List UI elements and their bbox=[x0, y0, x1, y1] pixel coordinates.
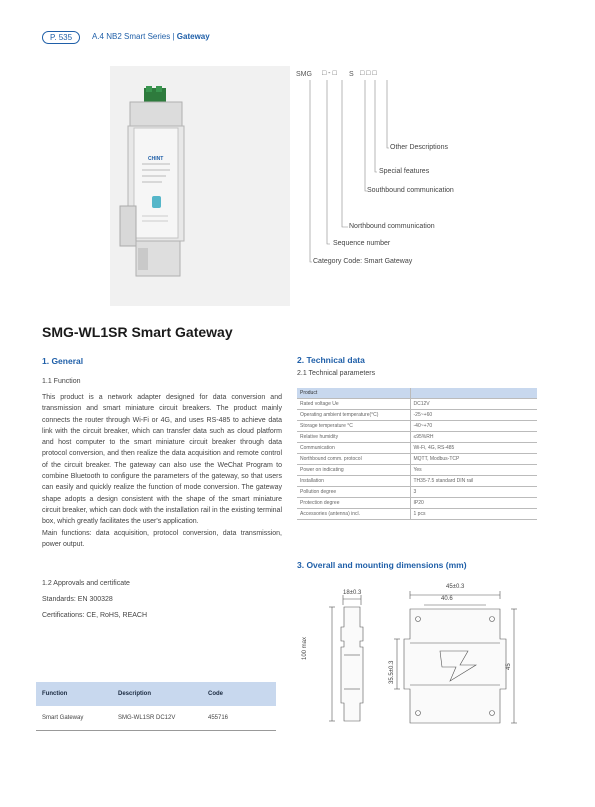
table-cell: IP20 bbox=[410, 498, 537, 509]
code-boxes-1: □ - □ bbox=[322, 70, 337, 77]
standards-text: Standards: EN 300328 bbox=[42, 596, 113, 603]
device-brand: CHINT bbox=[148, 156, 164, 162]
table-cell: SMG-WL1SR DC12V bbox=[112, 706, 202, 731]
label-other-descriptions: Other Descriptions bbox=[390, 144, 448, 151]
product-title: SMG-WL1SR Smart Gateway bbox=[42, 324, 233, 340]
label-category: Category Code: Smart Gateway bbox=[313, 258, 413, 265]
dimensions-heading: 3. Overall and mounting dimensions (mm) bbox=[297, 560, 467, 570]
table-cell: TH35-7.5 standard DIN rail bbox=[410, 476, 537, 487]
table-cell: DC12V bbox=[410, 399, 537, 410]
table-cell: Pollution degree bbox=[297, 487, 410, 498]
technical-parameters-table bbox=[297, 388, 537, 520]
ordering-table bbox=[36, 682, 276, 731]
table-cell: Rated voltage Ue bbox=[297, 399, 410, 410]
table-row bbox=[297, 399, 537, 410]
technical-subheading: 2.1 Technical parameters bbox=[297, 370, 376, 377]
column-header: Description bbox=[112, 682, 202, 706]
table-row bbox=[297, 454, 537, 465]
label-sequence: Sequence number bbox=[333, 240, 391, 247]
dim-right-height: 45 bbox=[506, 663, 512, 670]
function-description bbox=[42, 392, 282, 550]
table-cell: Northbound comm. protocol bbox=[297, 454, 410, 465]
gateway-device-illustration bbox=[110, 66, 290, 306]
table-row bbox=[297, 465, 537, 476]
table-row bbox=[297, 487, 537, 498]
dim-front-height: 35.5±0.3 bbox=[389, 660, 395, 684]
breadcrumb bbox=[92, 31, 210, 42]
product-image bbox=[110, 66, 290, 306]
table-row bbox=[297, 432, 537, 443]
table-header-row bbox=[36, 682, 276, 706]
table-cell: 455716 bbox=[202, 706, 276, 731]
table-cell: Product bbox=[297, 388, 410, 399]
table-cell: Relative humidity bbox=[297, 432, 410, 443]
series-label: A.4 NB2 Smart Series | bbox=[92, 32, 177, 41]
label-northbound: Northbound communication bbox=[349, 223, 435, 230]
table-row bbox=[36, 706, 276, 731]
certifications-text: Certifications: CE, RoHS, REACH bbox=[42, 612, 148, 619]
table-cell: -40~+70 bbox=[410, 421, 537, 432]
label-special-features: Special features bbox=[379, 168, 430, 175]
code-s-letter: S bbox=[349, 71, 354, 78]
page-number: P. 535 bbox=[42, 31, 80, 44]
function-paragraph: This product is a network adapter designed for data conversion and transmission and smart miniature circuit breakers. The product mainly connects the router through Wi-Fi or 4G, and uses RS-485 to achieve data link with the circuit breaker, which can transfer data such as cloud platform and host computer to the smart miniature circuit breaker through data protocol conversion, and then realize the data acquisition and remote control of the circuit breaker. The gateway can also use the WeChat Program to combine Bluetooth to configure the parameters of the gateway, so that users can easily and quickly realize the function of mode conversion. The gateway shape adopts a design consistent with the shape of the smart miniature circuit breaker, which can dock with the installation rail in the existing terminal box, which greatly facilitates the user's application. bbox=[42, 394, 282, 526]
dim-side-height: 100 max bbox=[302, 636, 308, 660]
table-cell: 3 bbox=[410, 487, 537, 498]
code-boxes-2: □ □ □ bbox=[360, 70, 377, 77]
table-cell: Operating ambient temperature(°C) bbox=[297, 410, 410, 421]
function-heading: 1.1 Function bbox=[42, 378, 81, 385]
dim-side-width: 18±0.3 bbox=[343, 590, 362, 596]
dim-width-inner: 40.6 bbox=[441, 596, 453, 602]
table-cell: -25~+60 bbox=[410, 410, 537, 421]
dim-width-total: 45±0.3 bbox=[446, 584, 465, 590]
table-cell: Wi-Fi, 4G, RS-485 bbox=[410, 443, 537, 454]
table-row bbox=[297, 410, 537, 421]
technical-heading: 2. Technical data bbox=[297, 355, 365, 365]
table-cell: Accessories (antenna) incl. bbox=[297, 509, 410, 520]
table-cell: ≤95%RH bbox=[410, 432, 537, 443]
label-southbound: Southbound communication bbox=[367, 187, 454, 194]
section-label: Gateway bbox=[176, 32, 210, 41]
table-cell: Smart Gateway bbox=[36, 706, 112, 731]
column-header: Function bbox=[36, 682, 112, 706]
table-row bbox=[297, 476, 537, 487]
table-cell: Protection degree bbox=[297, 498, 410, 509]
table-cell bbox=[410, 388, 537, 399]
table-cell: Storage temperature °C bbox=[297, 421, 410, 432]
table-cell: 1 pcs bbox=[410, 509, 537, 520]
table-cell: Power on indicating bbox=[297, 465, 410, 476]
column-header: Code bbox=[202, 682, 276, 706]
code-prefix: SMG bbox=[296, 71, 312, 78]
table-row bbox=[297, 498, 537, 509]
table-cell: Yes bbox=[410, 465, 537, 476]
table-cell: MQTT, Modbus-TCP bbox=[410, 454, 537, 465]
table-header-row bbox=[297, 388, 537, 399]
dimension-drawing bbox=[300, 585, 530, 750]
table-cell: Communication bbox=[297, 443, 410, 454]
table-row bbox=[297, 509, 537, 520]
general-heading: 1. General bbox=[42, 356, 84, 366]
main-functions-paragraph: Main functions: data acquisition, protocol conversion, data transmission, power output. bbox=[42, 529, 282, 548]
table-row bbox=[297, 443, 537, 454]
table-cell: Installation bbox=[297, 476, 410, 487]
table-row bbox=[297, 421, 537, 432]
approvals-heading: 1.2 Approvals and certificate bbox=[42, 580, 130, 587]
